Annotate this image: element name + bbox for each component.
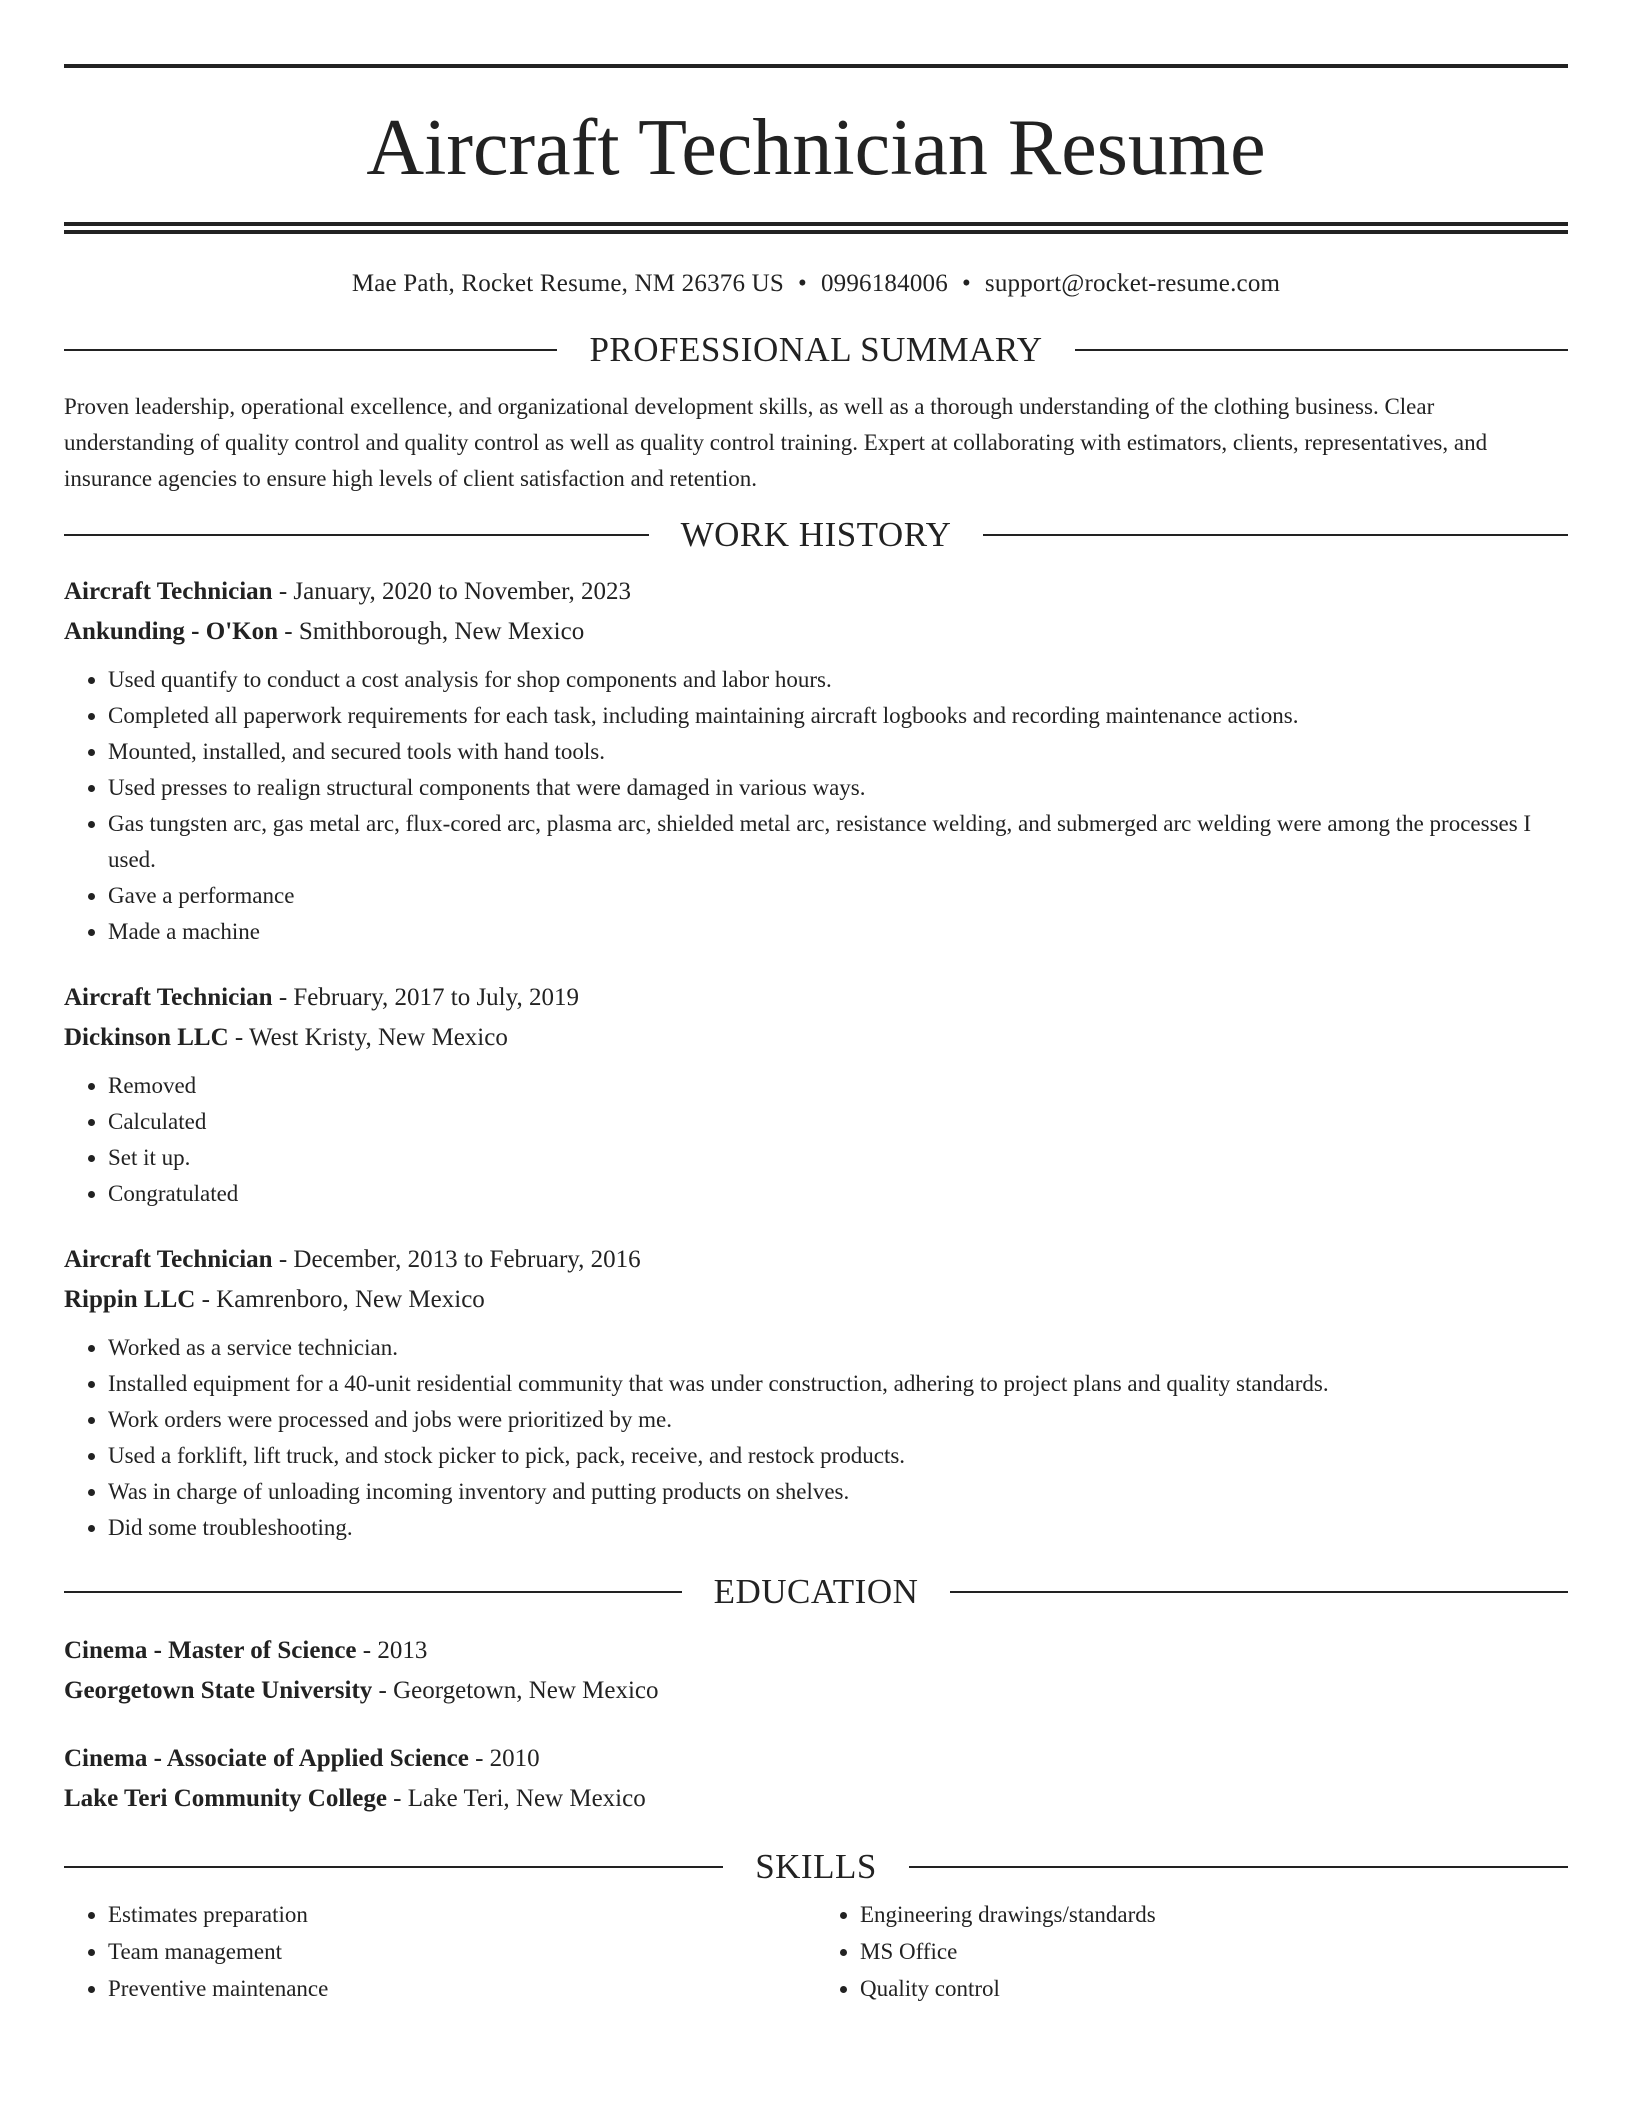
- job-location: - Smithborough, New Mexico: [278, 618, 585, 645]
- heading-rule: [1075, 349, 1568, 351]
- section-heading-skills: [64, 1849, 1568, 1884]
- job-entry: [64, 978, 1568, 1212]
- title-double-rule: [64, 222, 1568, 234]
- skills-column-right: [816, 1896, 1568, 2007]
- school-line: [64, 1671, 1568, 1711]
- school: Georgetown State University: [64, 1677, 373, 1704]
- list-item: • Removed: [108, 1068, 1568, 1104]
- contact-separator: •: [797, 270, 807, 297]
- job-company: Rippin LLC: [64, 1286, 196, 1313]
- contact-address: Mae Path, Rocket Resume, NM 26376 US: [351, 270, 784, 297]
- list-item: • Installed equipment for a 40-unit residential community that was under construction, adhering to project plans and quality standards.: [108, 1366, 1568, 1402]
- list-item: • Worked as a service technician.: [108, 1330, 1568, 1366]
- contact-separator: •: [961, 270, 971, 297]
- job-title: Aircraft Technician: [64, 1246, 273, 1273]
- heading-rule: [950, 1591, 1568, 1593]
- list-item: • Mounted, installed, and secured tools with hand tools.: [108, 734, 1568, 770]
- job-title: Aircraft Technician: [64, 578, 273, 605]
- heading-rule: [64, 1591, 682, 1593]
- degree: Cinema - Master of Science: [64, 1637, 357, 1664]
- job-dates: - February, 2017 to July, 2019: [272, 984, 580, 1011]
- skills-column-left: [64, 1896, 816, 2007]
- list-item: • Used quantify to conduct a cost analysis for shop components and labor hours.: [108, 662, 1568, 698]
- school: Lake Teri Community College: [64, 1785, 387, 1812]
- heading-rule: [983, 534, 1568, 536]
- heading-rule: [909, 1866, 1568, 1868]
- job-bullets: [64, 1330, 1568, 1546]
- job-bullets: [64, 662, 1568, 950]
- list-item: • Quality control: [860, 1970, 1568, 2007]
- summary-text: Proven leadership, operational excellence, and organizational development skills, as well as a thorough understanding of the clothing business. Clear understanding of quality control and quality control as well as quality control training. Expert at collaborating with estimators, clients, representatives, and insurance agencies to ensure high levels of client satisfaction and retention.: [64, 394, 1488, 491]
- degree-line: [64, 1739, 1568, 1779]
- education-entry: [64, 1739, 1568, 1819]
- heading-rule: [64, 349, 557, 351]
- job-title: Aircraft Technician: [64, 984, 273, 1011]
- list-item: • Gas tungsten arc, gas metal arc, flux-cored arc, plasma arc, shielded metal arc, resistance welding, and submerged arc welding were among the processes I used.: [108, 806, 1568, 878]
- section-label: PROFESSIONAL SUMMARY: [589, 330, 1043, 369]
- job-title-line: [64, 1240, 1568, 1280]
- degree-year: - 2010: [468, 1745, 540, 1772]
- skills-list: [64, 1896, 1568, 2007]
- job-company: Ankunding - O'Kon: [64, 618, 278, 645]
- job-dates: - December, 2013 to February, 2016: [272, 1246, 641, 1273]
- page-title: Aircraft Technician Resume: [366, 104, 1266, 192]
- job-company-line: [64, 1280, 1568, 1320]
- list-item: • Estimates preparation: [108, 1896, 816, 1933]
- school-location: - Georgetown, New Mexico: [372, 1677, 659, 1704]
- list-item: • Used a forklift, lift truck, and stock picker to pick, pack, receive, and restock products.: [108, 1438, 1568, 1474]
- list-item: • Set it up.: [108, 1140, 1568, 1176]
- list-item: • Gave a performance: [108, 878, 1568, 914]
- job-entry: [64, 572, 1568, 950]
- contact-phone: 0996184006: [820, 270, 948, 297]
- section-label: SKILLS: [755, 1847, 877, 1886]
- list-item: • Completed all paperwork requirements for each task, including maintaining aircraft logbooks and recording maintenance actions.: [108, 698, 1568, 734]
- heading-rule: [64, 534, 649, 536]
- contact-email: support@rocket-resume.com: [984, 270, 1281, 297]
- list-item: • MS Office: [860, 1933, 1568, 1970]
- section-label: WORK HISTORY: [680, 515, 952, 554]
- job-entry: [64, 1240, 1568, 1546]
- job-title-line: [64, 978, 1568, 1018]
- job-company-line: [64, 612, 1568, 652]
- education-entry: [64, 1631, 1568, 1711]
- contact-line: [64, 270, 1568, 298]
- section-heading-summary: [64, 332, 1568, 367]
- list-item: • Work orders were processed and jobs were prioritized by me.: [108, 1402, 1568, 1438]
- list-item: • Congratulated: [108, 1176, 1568, 1212]
- heading-rule: [64, 1866, 723, 1868]
- section-heading-education: [64, 1574, 1568, 1609]
- list-item: • Used presses to realign structural components that were damaged in various ways.: [108, 770, 1568, 806]
- job-location: - West Kristy, New Mexico: [228, 1024, 508, 1051]
- list-item: • Team management: [108, 1933, 816, 1970]
- job-company: Dickinson LLC: [64, 1024, 229, 1051]
- degree-line: [64, 1631, 1568, 1671]
- top-rule: [64, 64, 1568, 68]
- job-bullets: [64, 1068, 1568, 1212]
- job-title-line: [64, 572, 1568, 612]
- list-item: • Preventive maintenance: [108, 1970, 816, 2007]
- section-label: EDUCATION: [713, 1572, 919, 1611]
- list-item: • Calculated: [108, 1104, 1568, 1140]
- school-line: [64, 1779, 1568, 1819]
- job-location: - Kamrenboro, New Mexico: [195, 1286, 485, 1313]
- list-item: • Made a machine: [108, 914, 1568, 950]
- list-item: • Was in charge of unloading incoming inventory and putting products on shelves.: [108, 1474, 1568, 1510]
- section-heading-work: [64, 517, 1568, 552]
- degree-year: - 2013: [356, 1637, 428, 1664]
- job-company-line: [64, 1018, 1568, 1058]
- job-dates: - January, 2020 to November, 2023: [272, 578, 631, 605]
- list-item: • Engineering drawings/standards: [860, 1896, 1568, 1933]
- list-item: • Did some troubleshooting.: [108, 1510, 1568, 1546]
- degree: Cinema - Associate of Applied Science: [64, 1745, 469, 1772]
- school-location: - Lake Teri, New Mexico: [386, 1785, 646, 1812]
